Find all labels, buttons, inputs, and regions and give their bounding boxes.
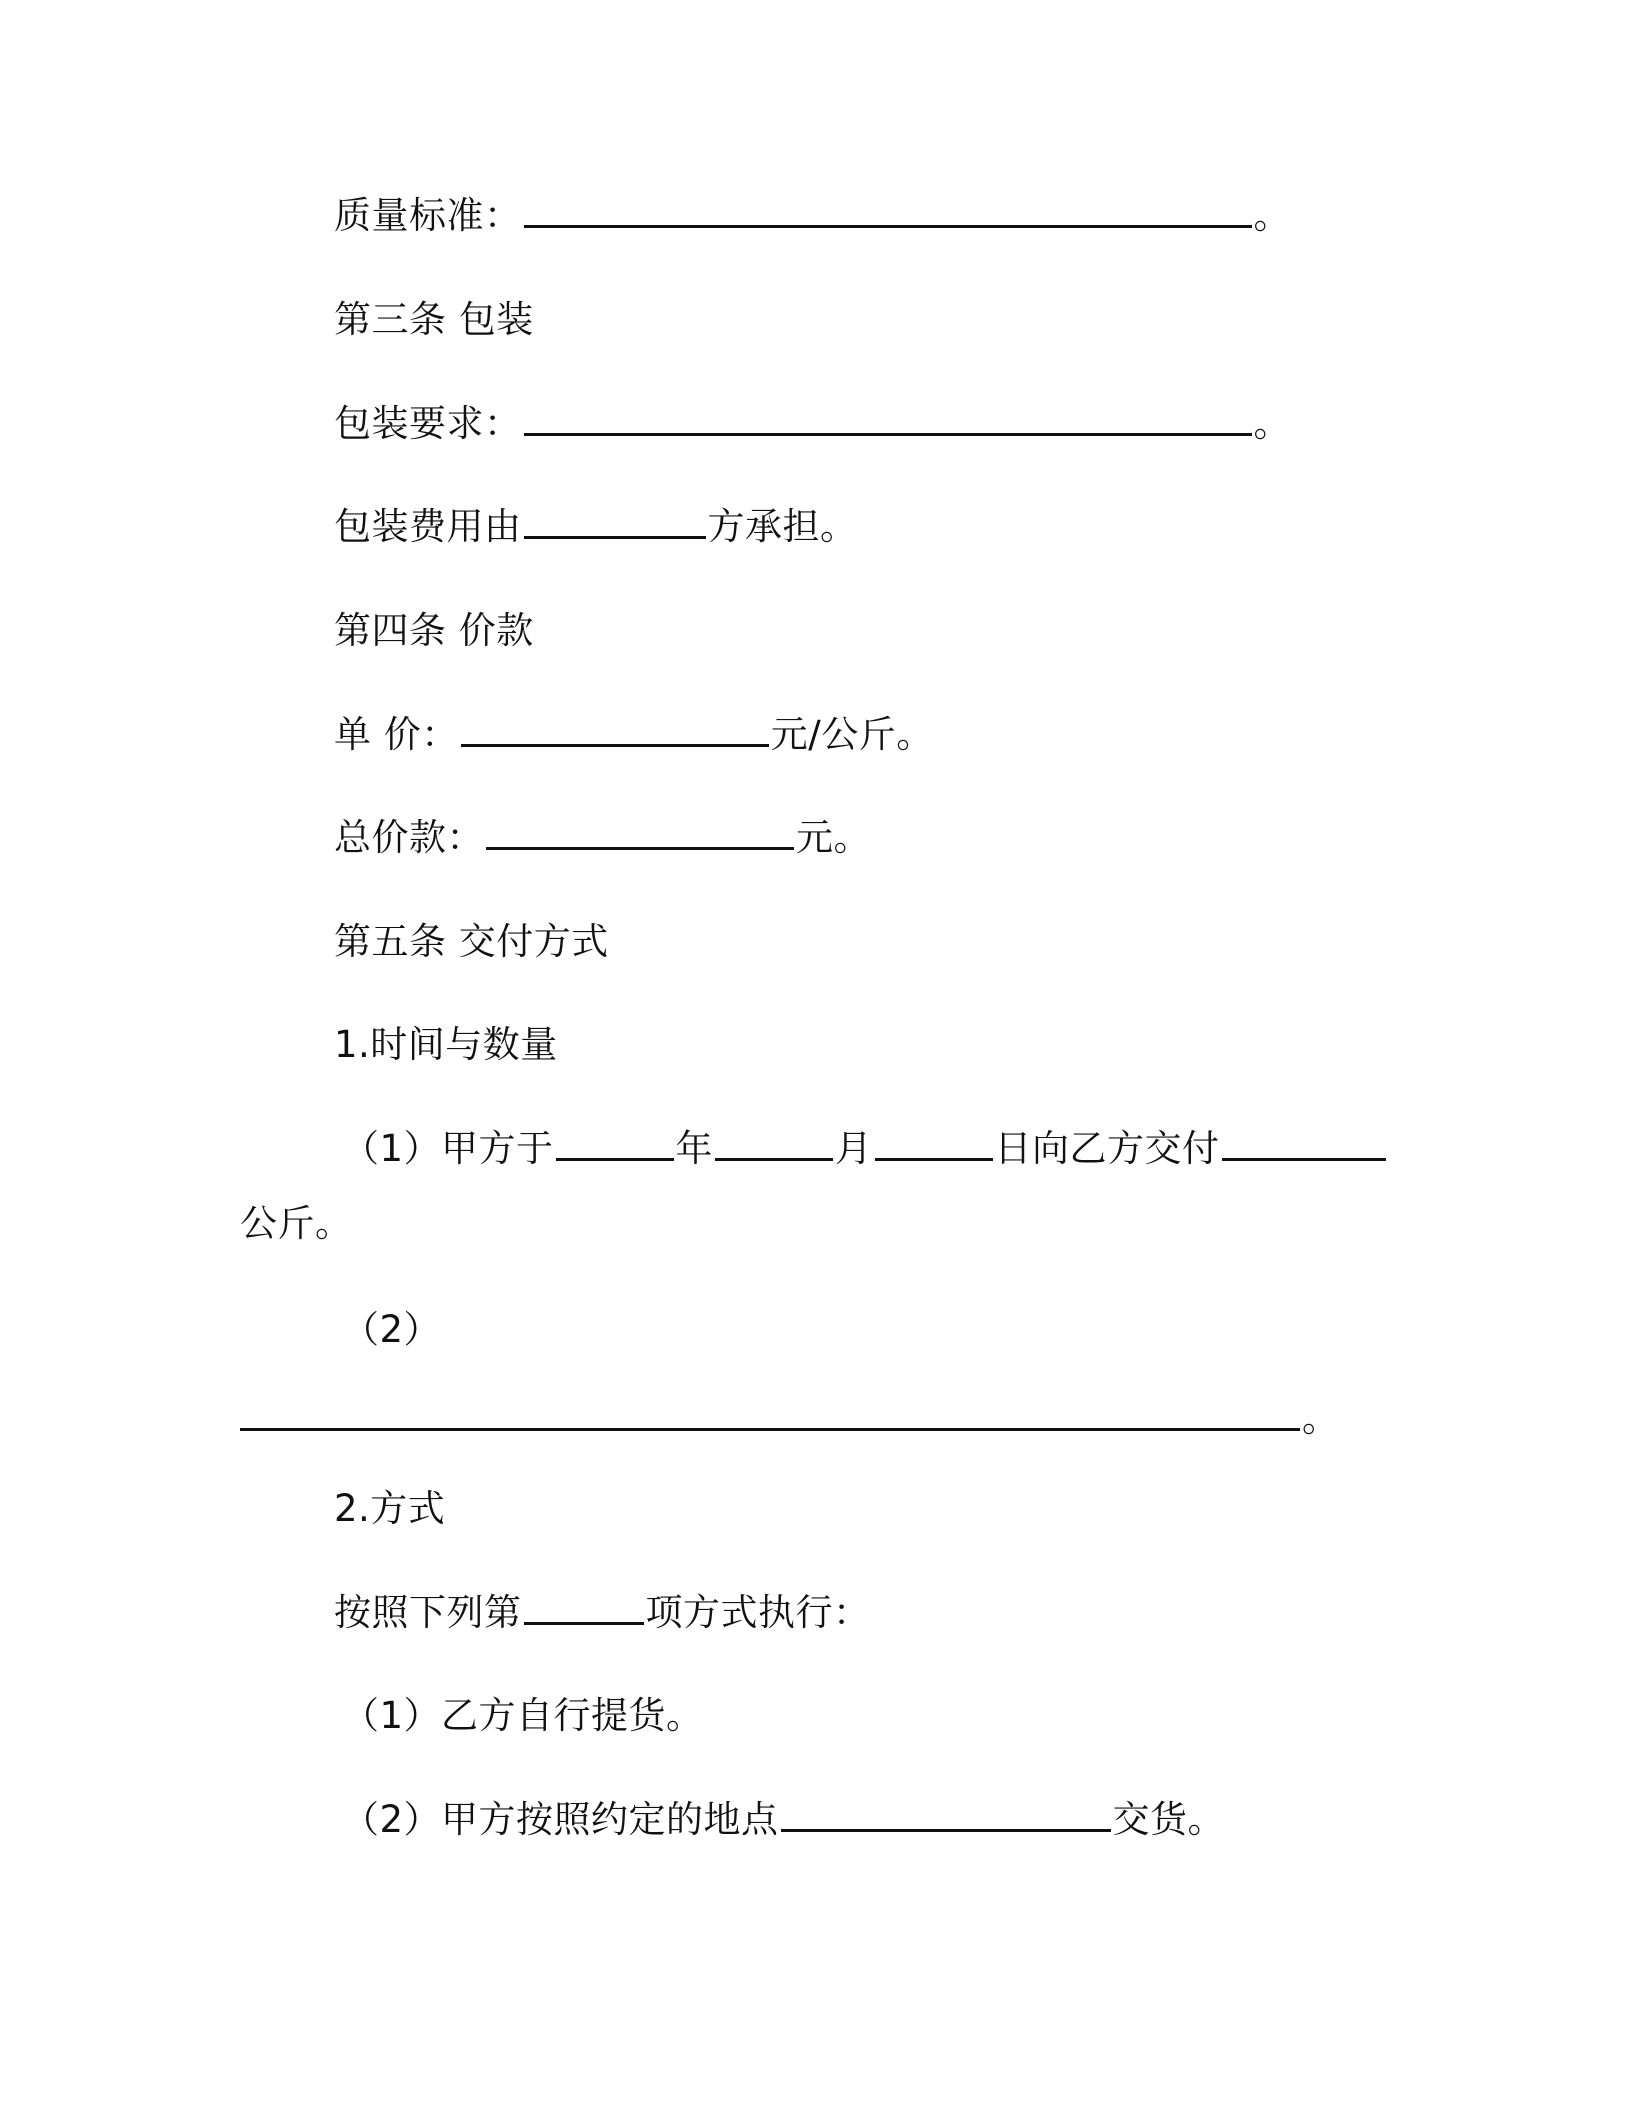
delivery-day-blank[interactable] — [875, 1128, 993, 1161]
delivery-quantity-blank[interactable] — [1222, 1128, 1386, 1161]
subsection-2-heading: 2.方式 — [334, 1487, 446, 1530]
packaging-requirement-label: 包装要求： — [334, 402, 522, 445]
delivery-item-2-prefix: （2） — [342, 1308, 442, 1351]
unit-price-label: 单 价： — [334, 713, 459, 756]
subsection-1-heading: 1.时间与数量 — [334, 1023, 558, 1066]
option-2-before: （2）甲方按照约定的地点 — [342, 1798, 779, 1841]
option-2-after: 交货。 — [1112, 1798, 1226, 1841]
option-1-line: （1）乙方自行提货。 — [342, 1694, 704, 1737]
option-2-place-blank[interactable] — [781, 1799, 1111, 1832]
packaging-requirement-end: 。 — [1253, 402, 1291, 445]
article-3-heading: 第三条 包装 — [334, 298, 534, 341]
choose-method-blank[interactable] — [524, 1592, 644, 1625]
packaging-requirement-blank[interactable] — [524, 403, 1252, 436]
quality-standard-blank[interactable] — [524, 195, 1252, 228]
packaging-fee-before: 包装费用由 — [334, 505, 522, 548]
option-2-line — [342, 1796, 1225, 1844]
total-price-line — [334, 814, 871, 862]
delivery-item-1-unit: 公斤。 — [240, 1202, 353, 1245]
packaging-fee-after: 方承担。 — [707, 505, 858, 548]
total-price-blank[interactable] — [486, 817, 794, 850]
unit-price-line — [334, 711, 934, 759]
delivery-item-1-prefix: （1）甲方于 — [342, 1127, 554, 1170]
delivery-month-label: 月 — [835, 1127, 873, 1170]
delivery-item-2-blank[interactable] — [240, 1398, 1300, 1431]
delivery-day-label: 日向乙方交付 — [994, 1127, 1220, 1170]
choose-method-before: 按照下列第 — [334, 1591, 522, 1634]
delivery-month-blank[interactable] — [715, 1128, 833, 1161]
packaging-requirement-line — [334, 400, 1291, 448]
total-price-after: 元。 — [796, 816, 871, 859]
delivery-item-2-line — [240, 1395, 1340, 1443]
choose-method-after: 项方式执行： — [645, 1591, 871, 1634]
total-price-label: 总价款： — [334, 816, 484, 859]
quality-standard-line — [334, 192, 1291, 240]
article-5-heading: 第五条 交付方式 — [334, 920, 609, 963]
unit-price-blank[interactable] — [461, 714, 769, 747]
delivery-year-label: 年 — [675, 1127, 714, 1170]
delivery-item-2-end: 。 — [1302, 1397, 1340, 1440]
delivery-year-blank[interactable] — [556, 1128, 674, 1161]
packaging-fee-blank[interactable] — [524, 506, 706, 539]
article-4-heading: 第四条 价款 — [334, 609, 534, 652]
choose-method-line — [334, 1589, 871, 1637]
packaging-fee-line — [334, 503, 858, 551]
quality-standard-end: 。 — [1253, 194, 1291, 237]
delivery-item-1-line — [342, 1125, 1388, 1173]
unit-price-after: 元/公斤。 — [770, 713, 934, 756]
quality-standard-label: 质量标准： — [334, 194, 522, 237]
